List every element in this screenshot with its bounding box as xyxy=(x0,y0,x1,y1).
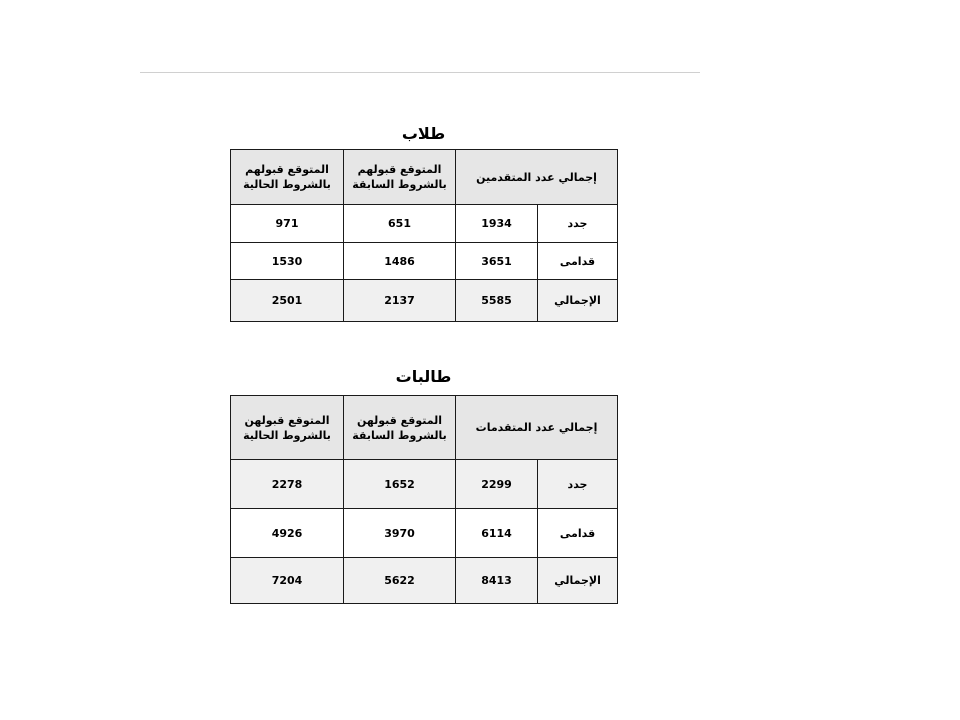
cell-previous: 2137 xyxy=(344,280,456,322)
top-divider xyxy=(140,72,700,73)
row-label: قدامى xyxy=(538,243,618,280)
row-label: جدد xyxy=(538,460,618,509)
table-title-female-students: طالبات xyxy=(395,367,452,386)
header-total-applicants: إجمالي عدد المتقدمات xyxy=(456,396,618,460)
header-expected-previous: المتوقع قبولهن بالشروط السابقة xyxy=(344,396,456,460)
cell-total: 1934 xyxy=(456,205,538,243)
cell-previous: 1486 xyxy=(344,243,456,280)
table-header-row xyxy=(231,150,618,205)
row-label: الإجمالي xyxy=(538,558,618,604)
table-row xyxy=(231,243,618,280)
row-label: قدامى xyxy=(538,509,618,558)
cell-total: 2299 xyxy=(456,460,538,509)
cell-current: 7204 xyxy=(231,558,344,604)
cell-current: 4926 xyxy=(231,509,344,558)
table-row xyxy=(231,205,618,243)
cell-total: 6114 xyxy=(456,509,538,558)
header-total-applicants: إجمالي عدد المتقدمين xyxy=(456,150,618,205)
row-label: الإجمالي xyxy=(538,280,618,322)
table-row-total xyxy=(231,280,618,322)
header-expected-current: المتوقع قبولهم بالشروط الحالية xyxy=(231,150,344,205)
cell-total: 8413 xyxy=(456,558,538,604)
table-row xyxy=(231,509,618,558)
cell-current: 2501 xyxy=(231,280,344,322)
cell-current: 971 xyxy=(231,205,344,243)
table-row xyxy=(231,460,618,509)
table-title-students: طلاب xyxy=(401,124,446,143)
row-label: جدد xyxy=(538,205,618,243)
cell-total: 3651 xyxy=(456,243,538,280)
female-students-table xyxy=(230,395,618,604)
cell-total: 5585 xyxy=(456,280,538,322)
header-expected-previous: المتوقع قبولهم بالشروط السابقة xyxy=(344,150,456,205)
header-expected-current: المتوقع قبولهن بالشروط الحالية xyxy=(231,396,344,460)
cell-current: 1530 xyxy=(231,243,344,280)
cell-previous: 651 xyxy=(344,205,456,243)
table-row-total xyxy=(231,558,618,604)
table-header-row xyxy=(231,396,618,460)
cell-current: 2278 xyxy=(231,460,344,509)
students-table xyxy=(230,149,618,322)
cell-previous: 3970 xyxy=(344,509,456,558)
cell-previous: 1652 xyxy=(344,460,456,509)
cell-previous: 5622 xyxy=(344,558,456,604)
